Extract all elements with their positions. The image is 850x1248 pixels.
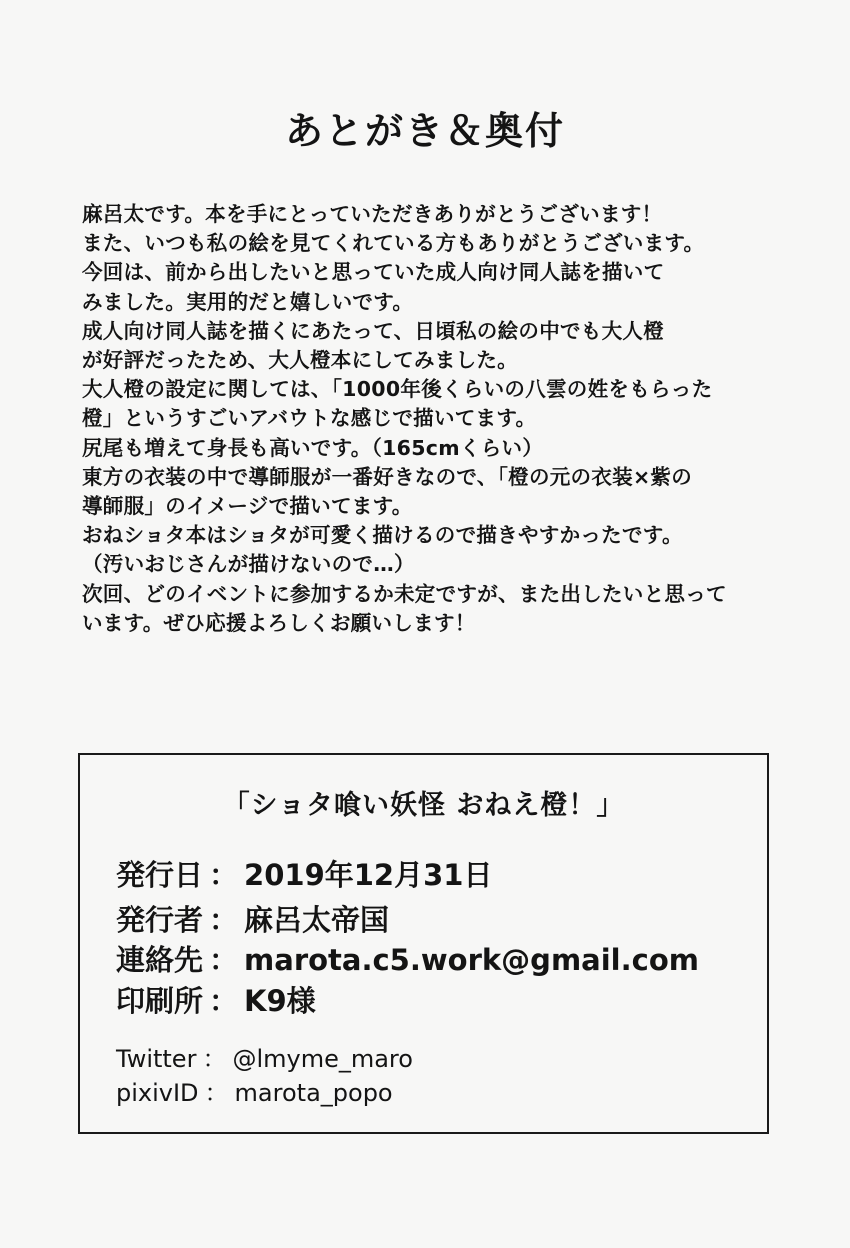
label-separator: ： xyxy=(209,943,239,977)
afterword-line: が好評だったため、大人橙本にしてみました。 xyxy=(82,348,518,373)
pixiv-label: pixivID xyxy=(116,1079,199,1107)
publisher-value: 麻呂太帝国 xyxy=(244,903,390,937)
publish-date-row xyxy=(116,853,492,894)
afterword-line: 麻呂太です。本を手にとっていただきありがとうございます！ xyxy=(82,202,663,226)
twitter-row xyxy=(116,1039,413,1074)
printer-value: K9様 xyxy=(244,984,316,1018)
printer-row xyxy=(116,979,316,1020)
afterword-line: 橙」というすごいアバウトな感じで描いてます。 xyxy=(82,406,537,431)
afterword-line: います。ぜひ応援よろしくお願いします！ xyxy=(82,610,476,635)
afterword-line: 大人橙の設定に関しては、「1000年後くらいの八雲の姓をもらった xyxy=(82,377,713,402)
label-separator: ： xyxy=(209,984,239,1018)
twitter-label: Twitter xyxy=(116,1045,197,1073)
afterword-text xyxy=(82,200,782,638)
afterword-line: 東方の衣装の中で導師服が一番好きなので、「橙の元の衣装×紫の xyxy=(82,464,693,489)
pixiv-id: marota_popo xyxy=(234,1079,393,1107)
label-separator: ： xyxy=(209,858,239,892)
twitter-handle: @lmyme_maro xyxy=(232,1045,413,1073)
colophon-box xyxy=(78,753,769,1134)
publisher-row xyxy=(116,898,389,939)
publisher-label: 発行者 xyxy=(116,903,204,937)
publish-date-label: 発行日 xyxy=(116,858,204,892)
afterword-line: 今回は、前から出したいと思っていた成人向け同人誌を描いて xyxy=(82,260,665,285)
publish-date-value: 2019年12月31日 xyxy=(244,858,493,892)
afterword-line: 次回、どのイベントに参加するか未定ですが、また出したいと思って xyxy=(82,581,727,606)
contact-row xyxy=(116,938,699,979)
afterword-line: みました。実用的だと嬉しいです。 xyxy=(82,289,414,314)
printer-label: 印刷所 xyxy=(116,984,204,1018)
contact-email: marota.c5.work@gmail.com xyxy=(244,943,699,977)
book-title: 「ショタ喰い妖怪 おねえ橙！」 xyxy=(222,790,625,821)
label-separator: ： xyxy=(209,903,239,937)
contact-label: 連絡先 xyxy=(116,943,204,977)
afterword-line: また、いつも私の絵を見てくれている方もありがとうございます。 xyxy=(82,231,705,256)
afterword-line: 導師服」のイメージで描いてます。 xyxy=(82,494,413,519)
label-separator: ： xyxy=(202,1045,227,1073)
pixiv-row xyxy=(116,1073,393,1108)
afterword-line: おねショタ本はショタが可愛く描けるので描きやすかったです。 xyxy=(82,523,683,548)
page-title: あとがき＆奥付 xyxy=(284,109,565,153)
label-separator: ： xyxy=(204,1079,229,1107)
afterword-line: 成人向け同人誌を描くにあたって、日頃私の絵の中でも大人橙 xyxy=(82,318,664,343)
afterword-line: （汚いおじさんが描けないので…） xyxy=(82,552,415,577)
afterword-line: 尻尾も増えて身長も高いです。（165cmくらい） xyxy=(82,435,544,460)
